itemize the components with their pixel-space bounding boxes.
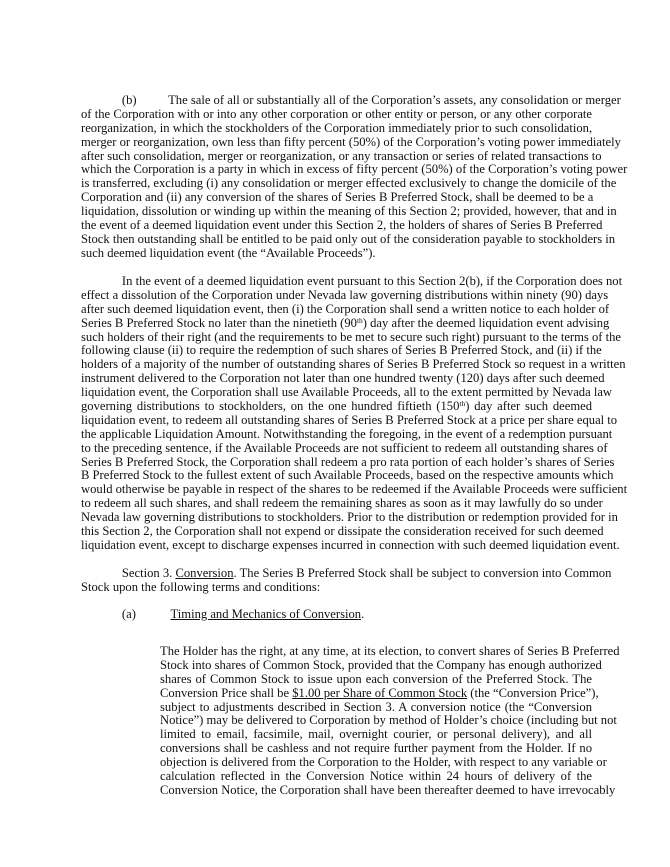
text-run: (the “Conversion Price”), (467, 685, 599, 700)
text-line (81, 454, 615, 470)
text-run: Stock then outstanding shall be entitled to be paid only out of the consideration payable to stockholders in (81, 231, 616, 246)
text-run: after such consolidation, merger or reorganization, or any transaction or series of related transactions to (81, 148, 602, 163)
paragraph-deemed-liquidation-redemption (81, 274, 628, 553)
text-run: shares of Common Stock to issue upon each conversion of the Preferred Stock. The (160, 671, 592, 686)
text-line (160, 713, 617, 728)
text-run: holders of a majority of the number of outstanding shares of Series B Preferred Stock so request in a written (81, 357, 626, 372)
text-line (81, 566, 612, 581)
text-run: merger or reorganization, own less than fifty percent (50%) of the Corporation’s voting power immediately (81, 134, 621, 149)
text-line (81, 287, 609, 303)
text-run: following clause (ii) to require the redemption of such shares of Series B Preferred Stock, and (ii) if the (81, 343, 602, 358)
text-run: In the event of a deemed liquidation event pursuant to this Section 2(b), if the Corporation does not (81, 274, 623, 288)
text-line (81, 385, 613, 400)
text-run: Stock upon the following terms and conditions: (81, 579, 321, 594)
underlined-text: $1.00 per Share of Common Stock (292, 685, 468, 700)
text-line (81, 343, 602, 358)
text-line (81, 581, 592, 595)
text-run: Corporation and (ii) any conversion of the shares of Series B Preferred Stock, shall be deemed to be a (81, 190, 594, 205)
text-run: Section 3. (81, 566, 176, 580)
text-line (81, 108, 592, 122)
text-run: such holders of their right (and the requirements to be met to secure such right) pursuant to the terms of the (81, 329, 621, 344)
text-run: such deemed liquidation event (the “Available Proceeds”). (81, 245, 376, 260)
text-line (160, 728, 592, 742)
text-run: . The Series B Preferred Stock shall be subject to conversion into Common (233, 566, 612, 580)
text-line (81, 468, 614, 483)
text-run: limited to email, facsimile, mail, overnight courier, or personal delivery), and all (160, 727, 592, 742)
text-line (81, 247, 592, 261)
text-run: which the Corporation is a party in which in excess of fifty percent (50%) of the Corporation’s voting power (81, 162, 628, 177)
text-run: governing distributions to stockholders, on the one hundred fiftieth (150 (81, 399, 460, 414)
paragraph-section-2b (81, 93, 628, 261)
text-run: calculation reflected in the Conversion Notice within 24 hours of delivery of the (160, 769, 592, 784)
text-line (81, 608, 592, 622)
text-run: the event of a deemed liquidation event under this Section 2, the holders of shares of Series B Preferred (81, 218, 603, 233)
text-line (160, 770, 592, 784)
text-line (81, 482, 628, 497)
text-line (81, 218, 603, 233)
text-line (81, 231, 616, 247)
text-line (81, 162, 628, 177)
text-line (160, 673, 592, 687)
text-run: Stock into shares of Common Stock, provided that the Company has enough authorized (160, 657, 602, 672)
text-run: would otherwise be payable in respect of the shares to be redeemed if the Available Proceeds were sufficient (81, 482, 628, 497)
text-line (81, 176, 617, 191)
text-line (160, 742, 592, 756)
text-run: ) day after the deemed liquidation event advising (362, 315, 610, 330)
text-run: liquidation, dissolution or winding up within the meaning of this Section 2; provided, however, that and in (81, 204, 617, 219)
underlined-text: Timing and Mechanics of Conversion (170, 607, 362, 621)
superscript: th (459, 399, 466, 409)
text-run: B Preferred Stock to the fullest extent of such Available Proceeds, based on the respective amounts which (81, 468, 614, 483)
text-run: to the preceding sentence, if the Available Proceeds are not sufficient to redeem all outstanding shares of (81, 440, 608, 455)
text-run: liquidation event, except to discharge expenses incurred in connection with such deemed liquidation event. (81, 537, 620, 552)
superscript: th (356, 315, 363, 325)
text-run: is transferred, excluding (i) any consolidation or merger effected exclusively to change the domicile of the (81, 176, 617, 191)
text-run: the applicable Liquidation Amount. Notwithstanding the foregoing, in the event of a redemption pursuant (81, 426, 613, 441)
text-line (81, 371, 605, 386)
text-line (81, 191, 592, 205)
text-line (160, 657, 602, 673)
text-run: after such deemed liquidation event, then (i) the Corporation shall send a written notice to each holder of (81, 301, 610, 316)
text-line (81, 400, 592, 414)
text-run: this Section 2, the Corporation shall not expend or dissipate the consideration received for such deemed (81, 524, 604, 539)
text-run: liquidation event, the Corporation shall use Available Proceeds, all to the extent permitted by Nevada law (81, 385, 613, 400)
text-line (81, 274, 623, 289)
text-line (81, 148, 602, 164)
text-run: The Holder has the right, at any time, at its election, to convert shares of Series B Preferred (160, 644, 620, 658)
text-run: Conversion Price shall be (160, 685, 293, 700)
text-line (81, 93, 621, 108)
text-run: of the Corporation with or into any other corporation or other entity or person, or any other corporate (81, 106, 592, 121)
text-run: effect a dissolution of the Corporation under Nevada law governing distributions within ninety (90) days (81, 287, 609, 302)
text-run: (a) (81, 607, 171, 621)
text-run: conversions shall be cashless and not require further payment from the Holder. If no (160, 741, 592, 756)
text-run: liquidation event, to redeem all outstanding shares of Series B Preferred Stock at a price per share equal to (81, 412, 618, 427)
text-line (160, 701, 592, 715)
text-line (81, 537, 620, 553)
text-line (160, 755, 607, 770)
text-run: Series B Preferred Stock no later than the ninetieth (90 (81, 315, 357, 330)
text-run: . (361, 607, 365, 621)
text-line (81, 524, 604, 539)
text-line (81, 134, 621, 150)
text-line (81, 510, 618, 525)
text-line (81, 412, 618, 428)
text-line (81, 426, 613, 442)
underlined-text: Conversion (175, 566, 234, 580)
text-line (81, 301, 610, 317)
text-run: to redeem all such shares, and shall redeem the remaining shares as soon as it may lawfully do so under (81, 496, 603, 511)
text-line (81, 496, 603, 511)
text-line (81, 357, 626, 372)
text-line (81, 440, 608, 456)
text-run: objection is delivered from the Corporation to the Holder, with respect to any variable or (160, 755, 607, 770)
text-run: Series B Preferred Stock, the Corporation shall redeem a pro rata portion of each holder’s shares of Series (81, 454, 615, 469)
text-line (160, 782, 616, 798)
text-line (81, 204, 617, 219)
text-line (81, 315, 610, 331)
text-run: subject to adjustments described in Section 3. A conversion notice (the “Conversion (160, 699, 592, 714)
text-line (160, 685, 599, 701)
text-line (81, 329, 621, 345)
heading-section-3a (81, 608, 592, 622)
text-run: Nevada law governing distributions to stockholders. Prior to the distribution or redemption provided for in (81, 510, 618, 525)
text-run: (b) The sale of all or substantially all of the Corporation’s assets, any consolidation or merger (81, 93, 621, 107)
paragraph-holder-conversion-right (160, 644, 620, 798)
text-run: Notice”) may be delivered to Corporation by method of Holder’s choice (including but not (160, 713, 617, 728)
text-run: Conversion Notice, the Corporation shall have been thereafter deemed to have irrevocably (160, 782, 616, 797)
text-line (81, 122, 592, 136)
text-run: ) day after such deemed (465, 399, 593, 414)
paragraph-section-3-conversion (81, 566, 612, 595)
text-run: instrument delivered to the Corporation not later than one hundred twenty (120) days after such deemed (81, 371, 605, 386)
text-run: reorganization, in which the stockholders of the Corporation immediately prior to such consolidation, (81, 120, 593, 135)
text-line (160, 644, 620, 659)
